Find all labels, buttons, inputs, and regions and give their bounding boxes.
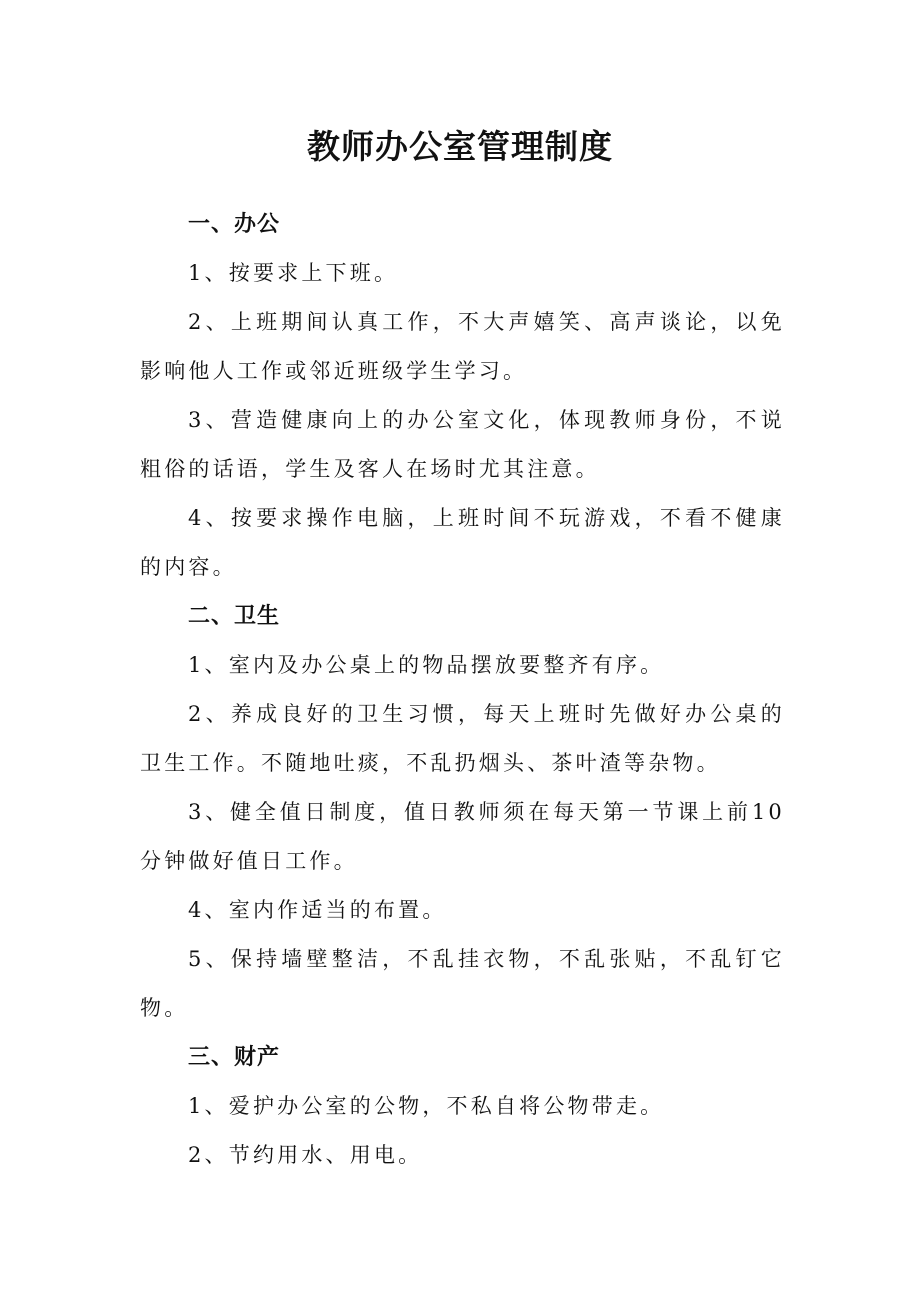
section-heading-hygiene: 二、卫生	[188, 604, 281, 629]
hygiene-rule-3: 3、健全值日制度，值日教师须在每天第一节课上前10分钟做好值日工作。	[140, 800, 785, 873]
hygiene-rule-1: 1、室内及办公桌上的物品摆放要整齐有序。	[188, 653, 665, 677]
section-heading-property: 三、财产	[188, 1045, 281, 1070]
office-rule-2: 2、上班期间认真工作，不大声嬉笑、高声谈论，以免影响他人工作或邻近班级学生学习。	[140, 310, 785, 383]
hygiene-rule-2: 2、养成良好的卫生习惯，每天上班时先做好办公桌的卫生工作。不随地吐痰，不乱扔烟头、茶叶渣等杂物。	[140, 702, 785, 775]
document-body	[140, 200, 785, 1180]
section-heading-office: 一、办公	[188, 212, 281, 237]
property-rule-2: 2、节约用水、用电。	[188, 1143, 423, 1167]
property-rule-1: 1、爱护办公室的公物，不私自将公物带走。	[188, 1094, 665, 1118]
office-rule-4: 4、按要求操作电脑，上班时间不玩游戏，不看不健康的内容。	[140, 506, 785, 579]
hygiene-rule-5: 5、保持墙壁整洁，不乱挂衣物，不乱张贴，不乱钉它物。	[140, 947, 785, 1020]
document-title: 教师办公室管理制度	[307, 127, 613, 166]
office-rule-3: 3、营造健康向上的办公室文化，体现教师身份，不说粗俗的话语，学生及客人在场时尤其注意。	[140, 408, 785, 481]
office-rule-1: 1、按要求上下班。	[188, 261, 399, 285]
hygiene-rule-4: 4、室内作适当的布置。	[188, 898, 447, 922]
